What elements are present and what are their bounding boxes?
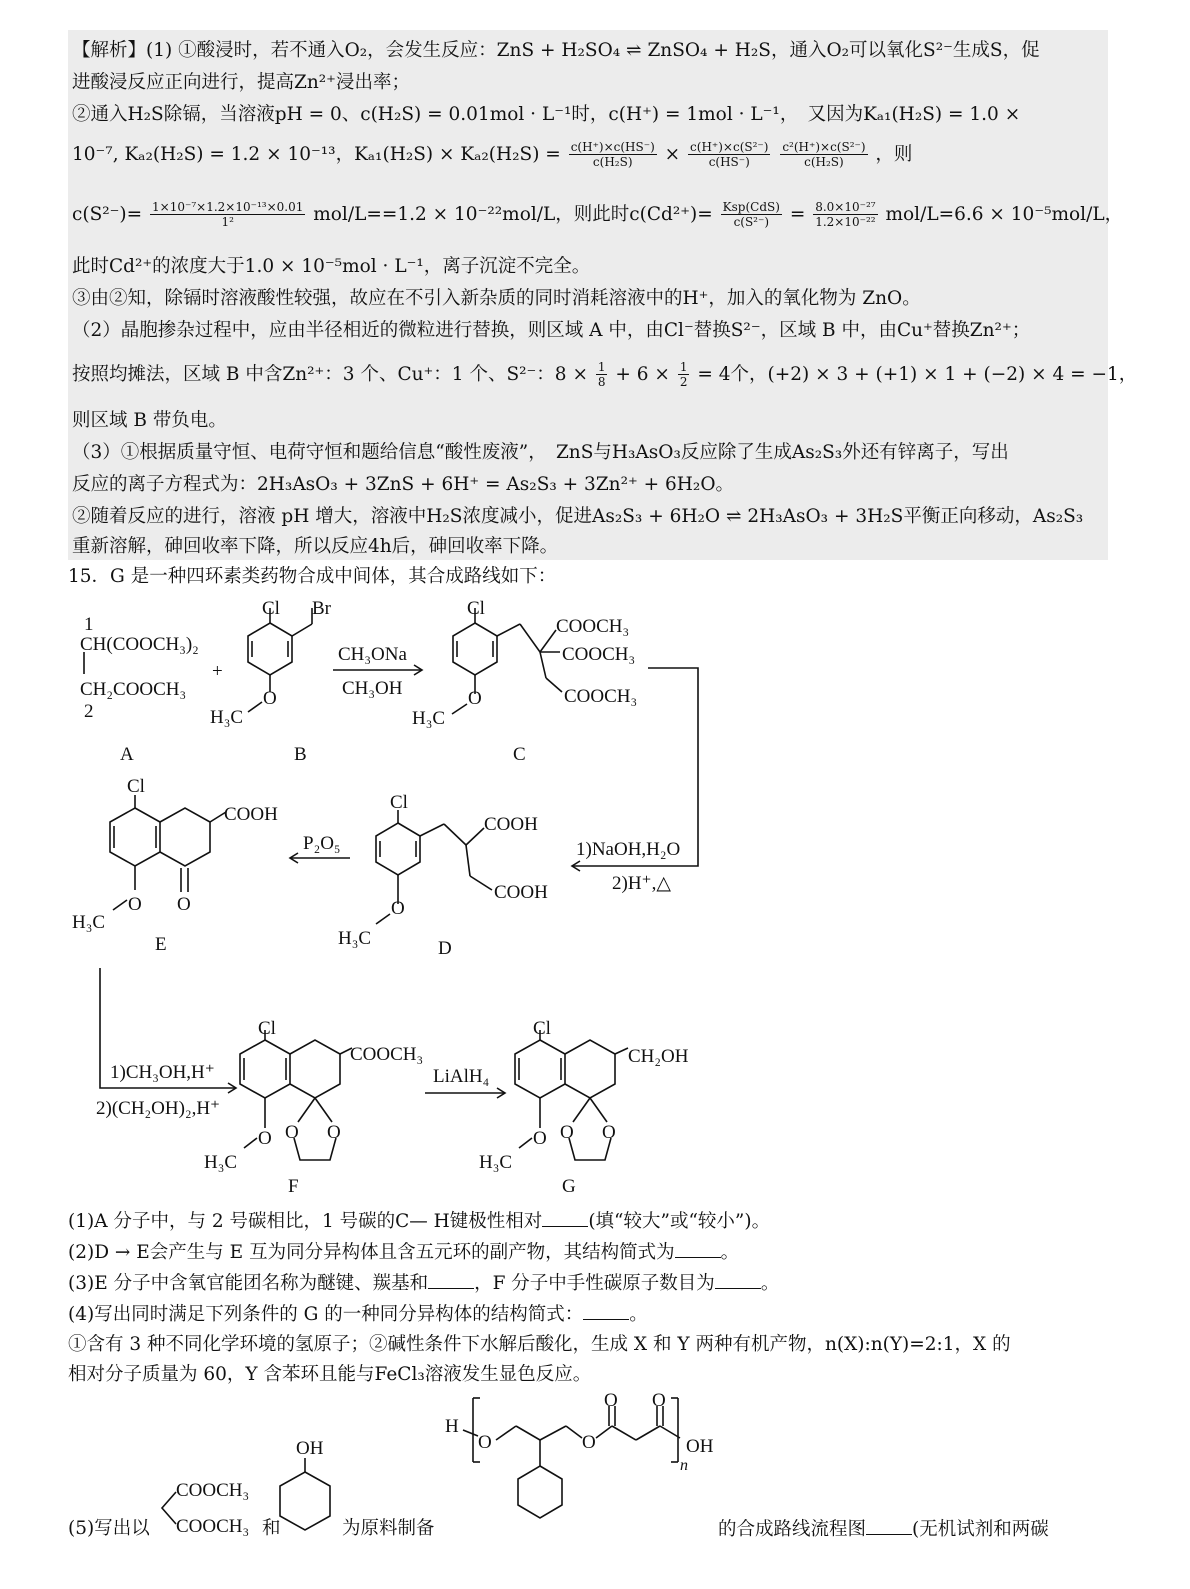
sulfide-conc-result: mol/L==1.2 × 10⁻²²mol/L，则此时c(Cd²⁺)=	[313, 203, 713, 225]
fraction-numerator: c(H⁺)×c(HS⁻)	[570, 140, 655, 154]
analysis-line-8: （2）晶胞掺杂过程中，应由半径相近的微粒进行替换，则区域 A 中，由Cl⁻替换S²⁻，区域 B 中，由Cu⁺替换Zn²⁺；	[72, 320, 1031, 341]
analysis-line-12: 反应的离子方程式为：2H₃AsO₃ + 3ZnS + 6H⁺ = As₂S₃ + 3Zn²⁺ + 6H₂O。	[72, 474, 735, 495]
analysis-line-2: 进酸浸反应正向进行，提高Zn²⁺浸出率；	[72, 72, 410, 93]
fraction-numerator: 1	[679, 360, 688, 374]
G-ketal-oxygen-2: O	[602, 1122, 616, 1143]
fraction-denominator: 1.2×10⁻²²	[815, 215, 876, 230]
G-chlorine: Cl	[533, 1018, 551, 1039]
answer-blank-1[interactable]	[542, 1210, 588, 1227]
F-chlorine: Cl	[258, 1018, 276, 1039]
sulfide-conc-label: c(S²⁻)=	[72, 203, 143, 225]
fraction-denominator: c(H₂S)	[592, 155, 633, 170]
fraction-denominator: 1²	[221, 215, 234, 230]
C-oxygen: O	[468, 688, 482, 709]
fraction-denominator: 8	[597, 375, 606, 390]
answer-blank-5[interactable]	[866, 1518, 912, 1535]
polymer-repeat-n: n	[680, 1457, 688, 1474]
question-2-end: 。	[720, 1242, 740, 1263]
analysis-line-6: 此时Cd²⁺的浓度大于1.0 × 10⁻⁵mol · L⁻¹，离子沉淀不完全。	[72, 256, 591, 277]
C-ester-2: COOCH₃	[562, 644, 636, 665]
question-3	[68, 1272, 779, 1295]
A-row-1: CH(COOCH₃)₂	[80, 634, 199, 655]
polymer-oxygen-2: O	[582, 1432, 596, 1453]
fraction-numerator: 1	[597, 360, 606, 374]
reagent-4-bottom: 2)(CH₂OH)₂,H⁺	[96, 1098, 221, 1119]
analysis-line-11: （3）①根据质量守恒、电荷守恒和题给信息“酸性废液”， ZnS与H₃AsO₃反应除了生成As₂S₃外还有锌离子，写出	[72, 442, 1009, 463]
analysis-line-13: ②随着反应的进行，溶液 pH 增大，溶液中H₂S浓度减小，促进As₂S₃ + 6H₂O ⇌ 2H₃AsO₃ + 3H₂S平衡正向移动，As₂S₃	[72, 506, 1084, 527]
answer-blank-3b[interactable]	[715, 1272, 761, 1289]
question-3-end: 。	[760, 1273, 780, 1294]
polymer-end-h: H	[445, 1416, 459, 1437]
question-4-end: 。	[629, 1304, 648, 1325]
G-methyl: H₃C	[479, 1152, 513, 1173]
then-text: ，则	[875, 143, 913, 165]
fraction-numerator: c²(H⁺)×c(S²⁻)	[782, 140, 866, 154]
fraction-denominator: c(HS⁻)	[708, 155, 750, 170]
charge-sum-text: = 4个，(+2) × 3 + (+1) × 1 + (−2) × 4 = −1，	[697, 363, 1138, 385]
analysis-line-10: 则区域 B 带负电。	[72, 410, 227, 431]
F-ester: COOCH₃	[350, 1044, 424, 1065]
analysis-line-3: ②通入H₂S除镉，当溶液pH = 0、c(H₂S) = 0.01mol · L⁻¹时，c(H⁺) = 1mol · L⁻¹， 又因为Kₐ₁(H₂S) = 1.0 ×	[72, 104, 1021, 125]
reagent-2-bottom: 2)H⁺,△	[612, 873, 671, 894]
analysis-line-7: ③由②知，除镉时溶液酸性较强，故应在不引入新杂质的同时消耗溶液中的H⁺，加入的氧化物为 ZnO。	[72, 288, 921, 309]
label-D: D	[438, 938, 452, 959]
question-4-condition-2: 相对分子质量为 60，Y 含苯环且能与FeCl₃溶液发生显色反应。	[68, 1364, 592, 1385]
equals-sign: =	[789, 203, 806, 225]
malonate-ester-2: COOCH₃	[176, 1516, 250, 1537]
A-row-2: CH₂COOCH₃	[80, 679, 187, 700]
E-chlorine: Cl	[127, 776, 145, 797]
question-4-text: (4)写出同时满足下列条件的 G 的一种同分异构体的结构简式：	[68, 1304, 584, 1325]
question-3-text-2: ，F 分子中手性碳原子数目为	[474, 1273, 715, 1294]
answer-blank-2[interactable]	[675, 1241, 721, 1258]
cd-conc-result: mol/L=6.6 × 10⁻⁵mol/L，	[885, 203, 1124, 225]
analysis-line-14: 重新溶解，砷回收率下降，所以反应4h后，砷回收率下降。	[72, 536, 559, 557]
label-F: F	[288, 1176, 299, 1197]
E-oxygen: O	[128, 894, 142, 915]
fraction-denominator: 2	[679, 375, 688, 390]
B-oxygen: O	[263, 688, 277, 709]
fraction-numerator: 1×10⁻⁷×1.2×10⁻¹³×0.01	[152, 200, 304, 214]
question-2-text: (2)D → E会产生与 E 互为同分异构体且含五元环的副产物，其结构简式为	[68, 1242, 675, 1263]
question-1-text: (1)A 分子中，与 2 号碳相比，1 号碳的C— H键极性相对	[68, 1211, 543, 1232]
question-1	[68, 1210, 770, 1233]
A-carbon-1-number: 1	[84, 614, 94, 635]
F-ketal-oxygen-2: O	[327, 1122, 341, 1143]
polymer-end-oh: OH	[686, 1436, 714, 1457]
question-5-and: 和	[262, 1518, 281, 1539]
G-hydroxymethyl: CH₂OH	[628, 1046, 689, 1067]
D-acid-1: COOH	[484, 814, 538, 835]
malonate-ester-1: COOCH₃	[176, 1480, 250, 1501]
question-3-text: (3)E 分子中含氧官能团名称为醚键、羰基和	[68, 1273, 429, 1294]
cyclohexanol-hydroxyl: OH	[296, 1438, 324, 1459]
E-ketone-oxygen: O	[177, 894, 191, 915]
D-oxygen: O	[391, 898, 405, 919]
B-methyl: H₃C	[210, 707, 244, 728]
question-5-note: (无机试剂和两碳	[912, 1519, 1049, 1540]
B-chlorine: Cl	[262, 598, 280, 619]
F-ketal-oxygen-1: O	[285, 1122, 299, 1143]
reagent-4-top: 1)CH₃OH,H⁺	[110, 1062, 215, 1083]
reagent-1-top: CH₃ONa	[338, 644, 407, 665]
reagent-2-top: 1)NaOH,H₂O	[576, 839, 681, 860]
question-4-condition-1: ①含有 3 种不同化学环境的氢原子；②碱性条件下水解后酸化，生成 X 和 Y 两种有机产物，n(X):n(Y)=2:1，X 的	[68, 1334, 1011, 1355]
label-C: C	[513, 744, 526, 765]
question-2	[68, 1241, 739, 1264]
D-chlorine: Cl	[390, 792, 408, 813]
question-5-route-text: 的合成路线流程图	[718, 1519, 867, 1540]
C-chlorine: Cl	[467, 598, 485, 619]
F-methyl: H₃C	[204, 1152, 238, 1173]
answer-blank-4[interactable]	[583, 1303, 629, 1320]
fraction-numerator: c(H⁺)×c(S²⁻)	[690, 140, 769, 154]
label-G: G	[562, 1176, 576, 1197]
polymer-carbonyl-oxygen-2: O	[652, 1390, 666, 1411]
ka-product-text: 10⁻⁷, Kₐ₂(H₂S) = 1.2 × 10⁻¹³，Kₐ₁(H₂S) × Kₐ₂(H₂S) =	[72, 143, 561, 165]
label-B: B	[294, 744, 307, 765]
B-bromine: Br	[312, 598, 331, 619]
reagent-1-bottom: CH₃OH	[342, 678, 403, 699]
A-carbon-2-number: 2	[84, 701, 94, 722]
reagent-3-top: P₂O₅	[303, 833, 341, 854]
apportion-text: 按照均摊法，区域 B 中含Zn²⁺：3 个、Cu⁺：1 个、S²⁻：8 ×	[72, 363, 588, 385]
F-oxygen: O	[258, 1128, 272, 1149]
apportion-text-2: + 6 ×	[615, 363, 670, 385]
analysis-line-1: 【解析】(1) ①酸浸时，若不通入O₂，会发生反应：ZnS + H₂SO₄ ⇌ ZnSO₄ + H₂S，通入O₂可以氧化S²⁻生成S，促	[72, 40, 1040, 61]
D-acid-2: COOH	[494, 882, 548, 903]
E-methyl: H₃C	[72, 912, 106, 933]
question-title: 15．G 是一种四环素类药物合成中间体，其合成路线如下：	[68, 566, 557, 587]
answer-blank-3a[interactable]	[428, 1272, 474, 1289]
C-ester-3: COOCH₃	[564, 686, 638, 707]
D-methyl: H₃C	[338, 928, 372, 949]
C-methyl: H₃C	[412, 708, 446, 729]
fraction-denominator: c(H₂S)	[804, 155, 844, 170]
plus-sign: +	[212, 661, 223, 682]
G-oxygen: O	[533, 1128, 547, 1149]
reagent-5-top: LiAlH₄	[433, 1066, 490, 1087]
question-1-hint: (填“较大”或“较小”)。	[588, 1211, 771, 1232]
fraction-numerator: Ksp(CdS)	[722, 200, 780, 214]
E-acid: COOH	[224, 804, 278, 825]
question-4	[68, 1303, 648, 1326]
G-ketal-oxygen-1: O	[560, 1122, 574, 1143]
fraction-denominator: c(S²⁻)	[733, 215, 770, 230]
C-ester-1: COOCH₃	[556, 616, 630, 637]
question-5-prefix: (5)写出以	[68, 1518, 150, 1539]
question-5-material: 为原料制备	[342, 1518, 435, 1539]
question-5-suffix	[718, 1518, 1049, 1541]
label-A: A	[120, 744, 134, 765]
polymer-oxygen-1: O	[478, 1432, 492, 1453]
times-sign: ×	[664, 143, 681, 165]
label-E: E	[155, 934, 167, 955]
fraction-numerator: 8.0×10⁻²⁷	[815, 200, 876, 214]
polymer-carbonyl-oxygen-1: O	[604, 1390, 618, 1411]
